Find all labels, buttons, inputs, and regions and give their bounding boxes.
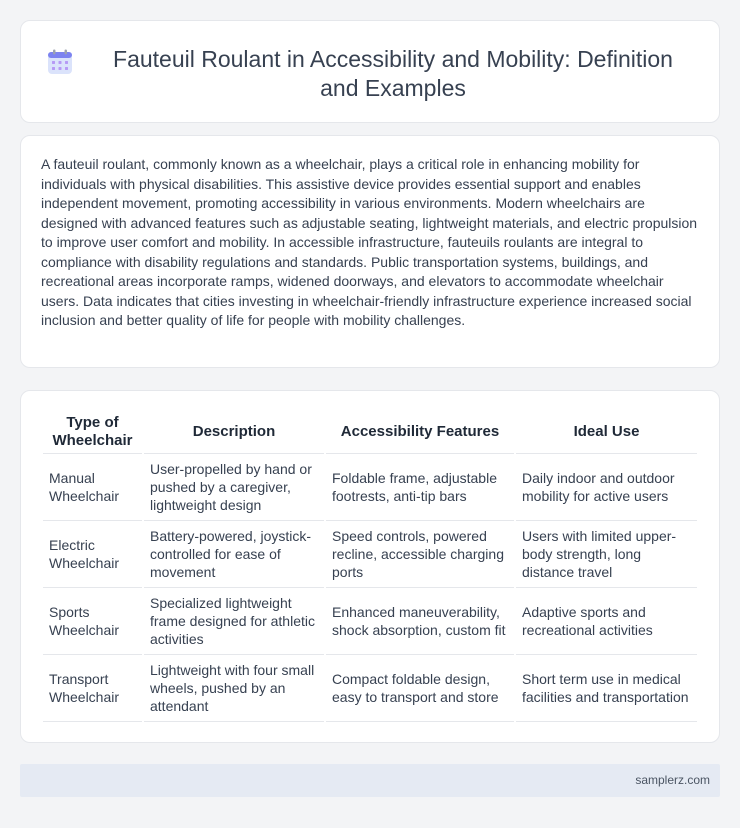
page-title: Fauteuil Roulant in Accessibility and Mobility: Definition and Examples xyxy=(113,46,673,101)
header-type: Type of Wheelchair xyxy=(43,411,143,453)
table-row xyxy=(43,587,697,654)
cell-features: Compact foldable design, easy to transport and store xyxy=(325,654,515,721)
table-row xyxy=(43,654,697,721)
wheelchair-table xyxy=(43,411,697,722)
intro-paragraph: A fauteuil roulant, commonly known as a wheelchair, plays a critical role in enhancing mobility for individuals with physical disabilities. This assistive device provides essential support and enables independent movement, promoting accessibility in various environments. Modern wheelchairs are designed with advanced features such as adjustable seating, lightweight materials, and electric propulsion to improve user comfort and mobility. In accessible infrastructure, fauteuils roulants are integral to compliance with disability regulations and standards. Public transportation systems, buildings, and recreational areas incorporate ramps, widened doorways, and elevators to accommodate wheelchair users. Data indicates that cities investing in wheelchair-friendly infrastructure experience increased social inclusion and better quality of life for people with mobility challenges. xyxy=(41,156,698,328)
table-card xyxy=(20,390,720,743)
title-card xyxy=(20,20,720,123)
table-header-row xyxy=(43,411,697,453)
table-row xyxy=(43,520,697,587)
cell-ideal-use: Users with limited upper-body strength, long distance travel xyxy=(515,520,697,587)
cell-description: Lightweight with four small wheels, pushed by an attendant xyxy=(143,654,325,721)
cell-type: Electric Wheelchair xyxy=(43,520,143,587)
cell-description: User-propelled by hand or pushed by a caregiver, lightweight design xyxy=(143,453,325,520)
cell-ideal-use: Short term use in medical facilities and transportation xyxy=(515,654,697,721)
cell-ideal-use: Adaptive sports and recreational activities xyxy=(515,587,697,654)
cell-ideal-use: Daily indoor and outdoor mobility for active users xyxy=(515,453,697,520)
footer-bar xyxy=(20,764,720,797)
intro-card xyxy=(20,135,720,368)
cell-type: Transport Wheelchair xyxy=(43,654,143,721)
cell-type: Sports Wheelchair xyxy=(43,587,143,654)
cell-type: Manual Wheelchair xyxy=(43,453,143,520)
footer-site-link[interactable]: samplerz.com xyxy=(635,773,710,787)
cell-features: Foldable frame, adjustable footrests, anti-tip bars xyxy=(325,453,515,520)
header-accessibility-features: Accessibility Features xyxy=(325,411,515,453)
header-ideal-use: Ideal Use xyxy=(515,411,697,453)
header-description: Description xyxy=(143,411,325,453)
table-row xyxy=(43,453,697,520)
calendar-icon xyxy=(47,49,73,75)
cell-features: Speed controls, powered recline, accessible charging ports xyxy=(325,520,515,587)
cell-description: Specialized lightweight frame designed for athletic activities xyxy=(143,587,325,654)
cell-description: Battery-powered, joystick-controlled for ease of movement xyxy=(143,520,325,587)
cell-features: Enhanced maneuverability, shock absorption, custom fit xyxy=(325,587,515,654)
